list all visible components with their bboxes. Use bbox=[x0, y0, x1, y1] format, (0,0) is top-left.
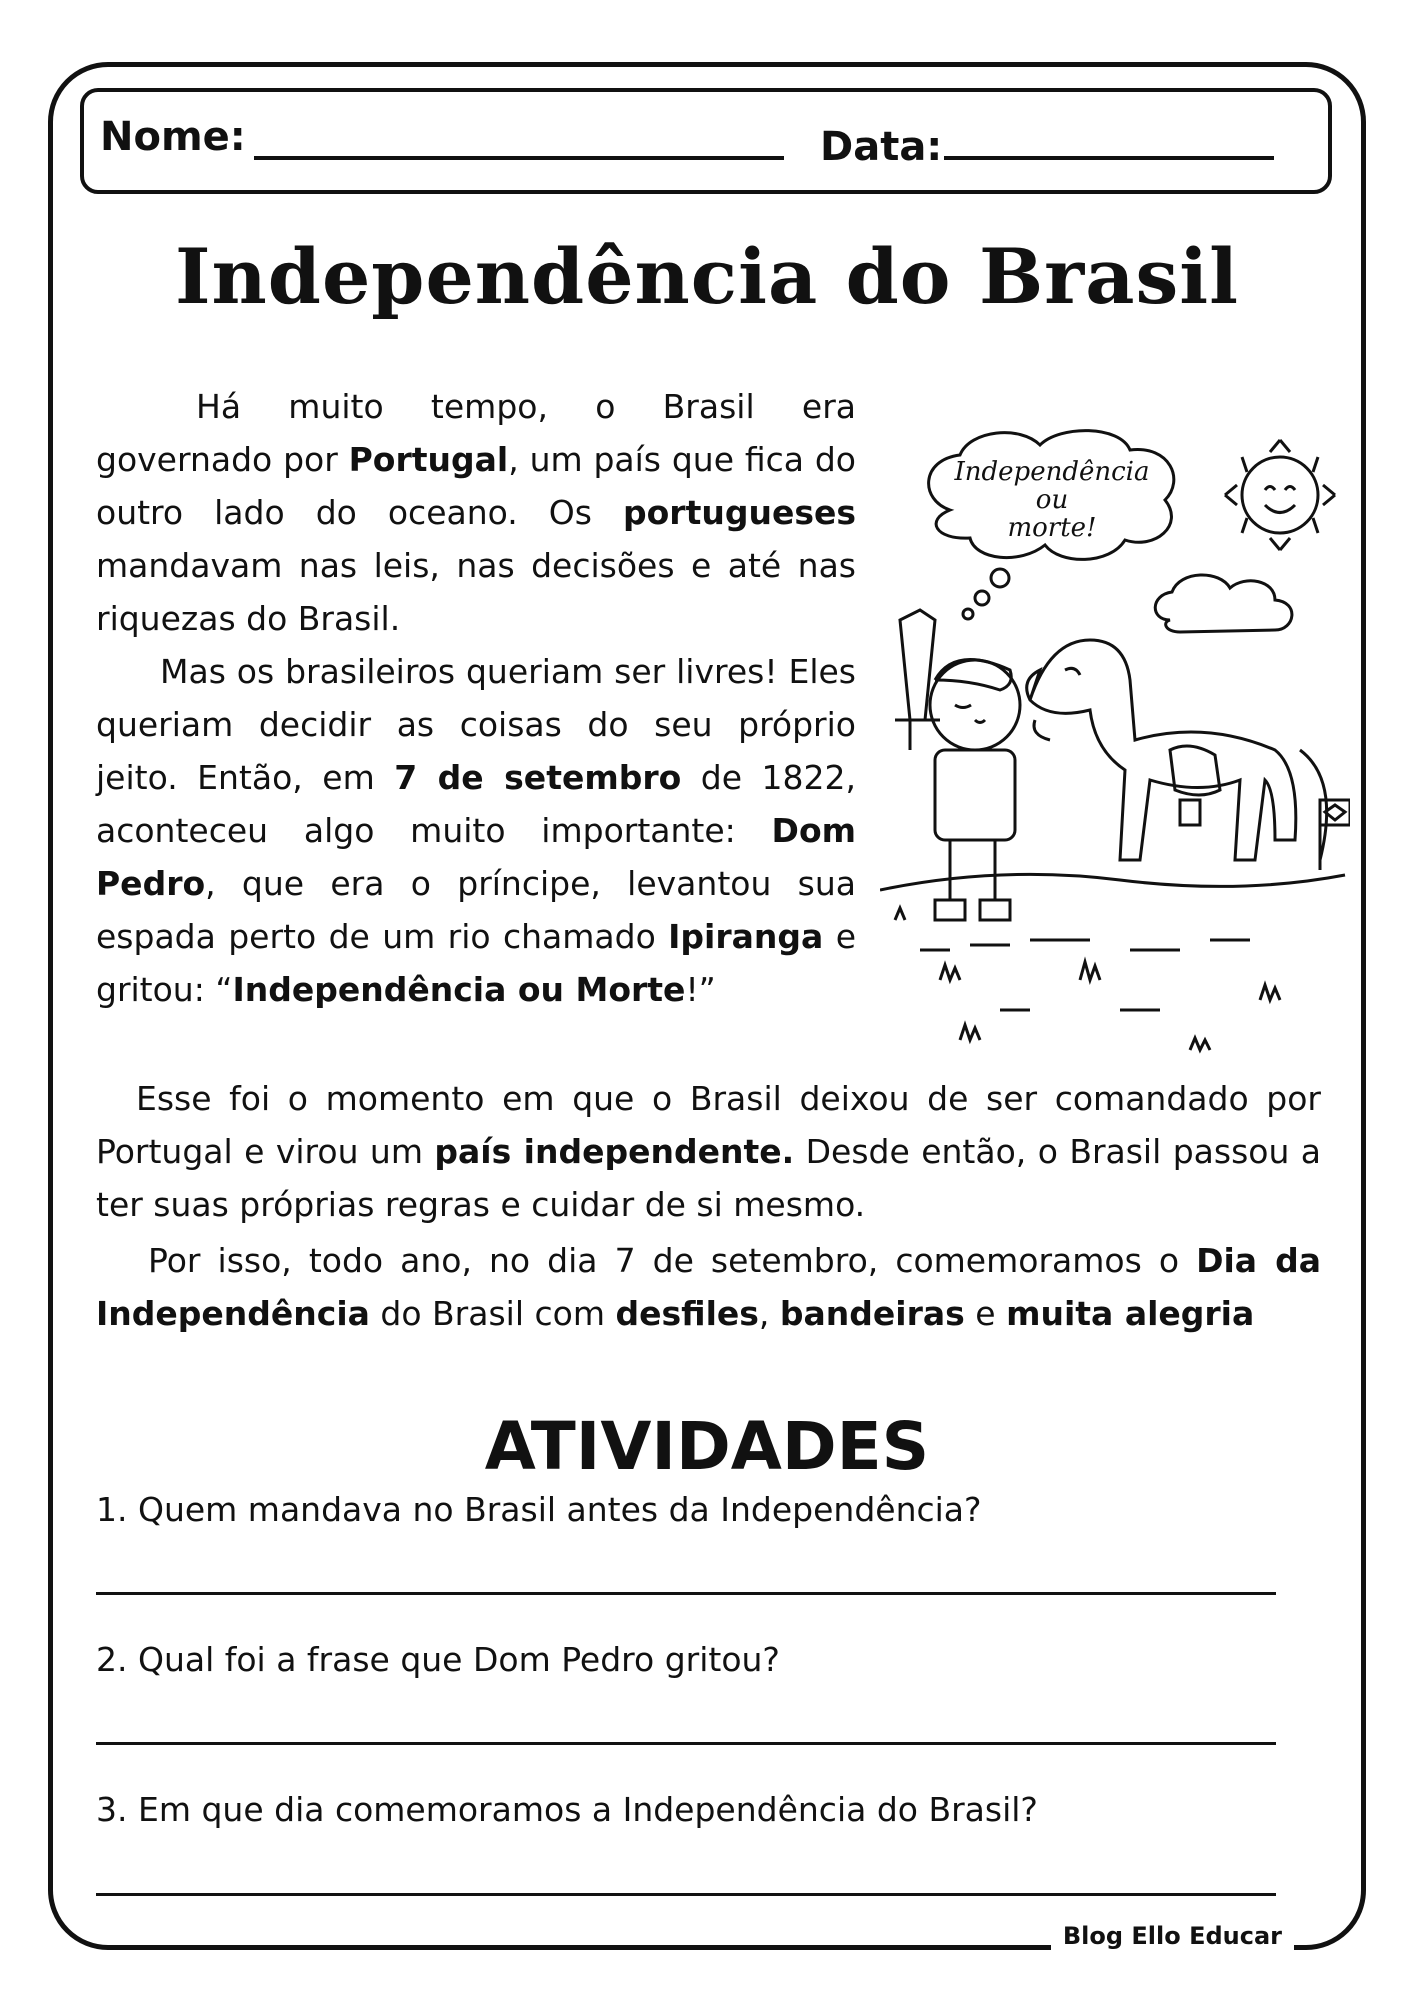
bold-text: desfiles bbox=[615, 1294, 759, 1333]
bold-text: país independente. bbox=[434, 1132, 795, 1171]
bold-text: Dom Pedro bbox=[96, 811, 856, 903]
date-field[interactable] bbox=[944, 156, 1274, 160]
text: Por isso, todo ano, no dia 7 de setembro, comemoramos o bbox=[148, 1241, 1197, 1280]
paragraph-3 bbox=[96, 1072, 1321, 1231]
answer-line-2[interactable] bbox=[96, 1742, 1276, 1745]
answer-line-3[interactable] bbox=[96, 1893, 1276, 1896]
bold-text: Ipiranga bbox=[668, 917, 824, 956]
horse-icon bbox=[1027, 640, 1327, 860]
cloud-icon bbox=[1155, 575, 1292, 632]
speech-text: morte! bbox=[1007, 513, 1097, 543]
header-box bbox=[80, 88, 1332, 194]
speech-text: Independência bbox=[954, 457, 1150, 487]
paragraph-2 bbox=[96, 645, 856, 1016]
text: Desde então, o Brasil passou a ter suas próprias regras e cuidar de si mesmo. bbox=[96, 1132, 1322, 1224]
speech-text: ou bbox=[1035, 485, 1069, 515]
text: Esse foi o momento em que o Brasil deixou de ser comandado por Portugal e virou um bbox=[96, 1079, 1321, 1171]
text: , um país que fica do outro lado do oceano. Os bbox=[96, 440, 856, 532]
text: , bbox=[758, 1294, 780, 1333]
text: e gritou: “ bbox=[96, 917, 856, 1009]
text: , que era o príncipe, levantou sua espada perto de um rio chamado bbox=[96, 864, 856, 956]
bold-text: Portugal bbox=[348, 440, 509, 479]
bold-text: bandeiras bbox=[779, 1294, 965, 1333]
name-field[interactable] bbox=[254, 156, 784, 160]
text: Há muito tempo, o Brasil era governado por bbox=[96, 387, 856, 479]
date-label: Data: bbox=[820, 124, 943, 170]
bold-text: Dia da Independência bbox=[96, 1241, 1321, 1333]
dom-pedro-illustration bbox=[880, 420, 1350, 1060]
paragraph-4 bbox=[96, 1234, 1321, 1340]
text: e bbox=[964, 1294, 1007, 1333]
grass-icon bbox=[895, 908, 1280, 1050]
page-title: Independência do Brasil bbox=[175, 232, 1239, 321]
answer-line-1[interactable] bbox=[96, 1592, 1276, 1595]
bold-text: muita alegria bbox=[1006, 1294, 1255, 1333]
bold-text: Independência ou Morte bbox=[232, 970, 686, 1009]
text: de 1822, aconteceu algo muito importante: bbox=[96, 758, 857, 850]
question-3: 3. Em que dia comemoramos a Independência do Brasil? bbox=[96, 1790, 1038, 1829]
question-1: 1. Quem mandava no Brasil antes da Independência? bbox=[96, 1490, 982, 1529]
footer-credit: Blog Ello Educar bbox=[1051, 1922, 1294, 1950]
text: mandavam nas leis, nas decisões e até nas riquezas do Brasil. bbox=[96, 546, 856, 638]
text: Mas os brasileiros queriam ser livres! Eles queriam decidir as coisas do seu próprio jeito. Então, em bbox=[96, 652, 856, 797]
question-2: 2. Qual foi a frase que Dom Pedro gritou? bbox=[96, 1640, 780, 1679]
text: do Brasil com bbox=[369, 1294, 616, 1333]
bold-text: 7 de setembro bbox=[394, 758, 682, 797]
activities-title: ATIVIDADES bbox=[484, 1408, 930, 1485]
bold-text: portugueses bbox=[623, 493, 856, 532]
name-label: Nome: bbox=[100, 114, 246, 160]
text: !” bbox=[685, 970, 716, 1009]
sun-icon bbox=[1225, 440, 1335, 550]
paragraph-1 bbox=[96, 380, 856, 645]
